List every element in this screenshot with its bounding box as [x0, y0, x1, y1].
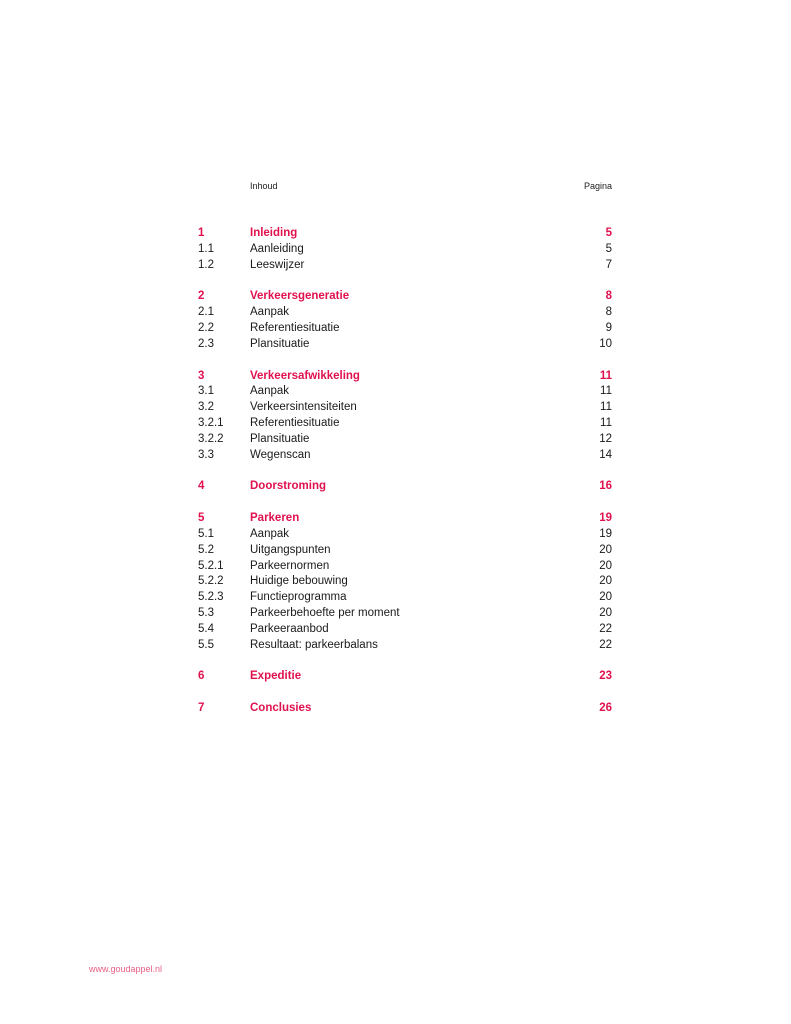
- toc-section-row[interactable]: [0, 304, 791, 320]
- toc-title: Resultaat: parkeerbalans: [250, 638, 378, 651]
- toc-page-number: 22: [599, 622, 612, 635]
- toc-page-number: 5: [605, 227, 612, 239]
- toc-number: 4: [198, 480, 205, 493]
- toc-title: Parkeerbehoefte per moment: [250, 607, 400, 619]
- toc-title: Plansituatie: [250, 432, 310, 445]
- toc-number: 1: [198, 227, 205, 239]
- toc-title: Conclusies: [250, 702, 312, 715]
- toc-title: Verkeersafwikkeling: [250, 369, 360, 382]
- toc-title: Referentiesituatie: [250, 322, 340, 334]
- toc-page-number: 19: [599, 528, 612, 540]
- toc-section-row[interactable]: [0, 542, 791, 558]
- toc-title: Parkeren: [250, 512, 300, 525]
- toc-title: Aanpak: [250, 306, 290, 319]
- toc-page-number: 23: [599, 670, 612, 683]
- toc-page-number: 11: [600, 385, 612, 398]
- toc-number: 3.2: [198, 401, 214, 414]
- toc-title: Leeswijzer: [250, 258, 305, 271]
- toc-page-number: 5: [605, 242, 612, 255]
- toc-number: 3: [198, 369, 205, 382]
- toc-page-number: 12: [599, 432, 612, 445]
- toc-title: Inleiding: [250, 227, 298, 239]
- toc-section-row[interactable]: [0, 336, 791, 352]
- toc-page-header-label: Pagina: [583, 181, 612, 191]
- toc-chapter-row[interactable]: [0, 668, 791, 684]
- toc-number: 3.2.1: [198, 417, 224, 429]
- toc-number: 5.2.3: [198, 591, 224, 604]
- toc-chapter-row[interactable]: [0, 510, 791, 526]
- toc-section-row[interactable]: [0, 573, 791, 589]
- toc-number: 2: [198, 290, 205, 303]
- toc-page-number: 20: [599, 607, 612, 619]
- toc-section-row[interactable]: [0, 383, 791, 399]
- toc-title: Referentiesituatie: [250, 417, 340, 429]
- toc-number: 5.5: [198, 638, 214, 651]
- toc-number: 3.1: [198, 385, 214, 398]
- toc-page-number: 20: [599, 559, 612, 572]
- toc-section-row[interactable]: [0, 320, 791, 336]
- toc-page-number: 19: [599, 512, 612, 525]
- toc-title: Verkeersintensiteiten: [250, 401, 357, 414]
- toc-number: 7: [198, 702, 205, 715]
- toc-chapter-row[interactable]: [0, 225, 791, 241]
- toc-title: Wegenscan: [250, 448, 311, 461]
- toc-section-row[interactable]: [0, 621, 791, 637]
- toc-number: 5.1: [198, 528, 214, 540]
- toc-number: 5.3: [198, 607, 214, 619]
- toc-number: 1.1: [198, 242, 214, 255]
- toc-number: 1.2: [198, 258, 214, 271]
- toc-page-number: 11: [600, 401, 612, 414]
- toc-title: Aanpak: [250, 385, 290, 398]
- toc-section-row[interactable]: [0, 637, 791, 653]
- toc-number: 5.4: [198, 622, 214, 635]
- toc-page-number: 8: [605, 290, 612, 303]
- toc-number: 3.2.2: [198, 432, 224, 445]
- toc-section-row[interactable]: [0, 526, 791, 542]
- toc-title: Functieprogramma: [250, 591, 347, 604]
- toc-page-number: 16: [599, 480, 612, 493]
- toc-title: Plansituatie: [250, 337, 310, 350]
- toc-title: Parkeeraanbod: [250, 622, 329, 635]
- toc-title: Verkeersgeneratie: [250, 290, 350, 303]
- toc-number: 5: [198, 512, 205, 525]
- toc-page-number: 11: [600, 417, 612, 429]
- toc-section-row[interactable]: [0, 447, 791, 463]
- toc-number: 5.2.2: [198, 575, 224, 588]
- toc-number: 5.2: [198, 543, 214, 556]
- toc-chapter-row[interactable]: [0, 700, 791, 716]
- toc-page-number: 20: [599, 575, 612, 588]
- toc-section-row[interactable]: [0, 558, 791, 574]
- toc-title: Aanpak: [250, 528, 290, 540]
- toc-page-number: 26: [599, 702, 612, 715]
- toc-number: 5.2.1: [198, 559, 224, 572]
- toc-section-row[interactable]: [0, 241, 791, 257]
- toc-number: 6: [198, 670, 205, 683]
- toc-number: 3.3: [198, 448, 214, 461]
- toc-title: Aanleiding: [250, 242, 304, 255]
- toc-section-row[interactable]: [0, 257, 791, 273]
- toc-title: Parkeernormen: [250, 559, 330, 572]
- footer-url[interactable]: www.goudappel.nl: [89, 964, 163, 974]
- toc-number: 2.2: [198, 322, 214, 334]
- toc-page-number: 20: [599, 543, 612, 556]
- toc-chapter-row[interactable]: [0, 478, 791, 494]
- toc-page-number: 9: [605, 322, 612, 334]
- toc-page-number: 22: [599, 638, 612, 651]
- toc-page-number: 11: [599, 369, 612, 382]
- toc-section-row[interactable]: [0, 605, 791, 621]
- toc-section-row[interactable]: [0, 431, 791, 447]
- toc-chapter-row[interactable]: [0, 288, 791, 304]
- toc-page-number: 20: [599, 591, 612, 604]
- toc-title: Huidige bebouwing: [250, 575, 348, 588]
- toc-page-number: 14: [599, 448, 612, 461]
- toc-title: Uitgangspunten: [250, 543, 331, 556]
- toc-section-row[interactable]: [0, 589, 791, 605]
- toc-number: 2.3: [198, 337, 214, 350]
- toc-number: 2.1: [198, 306, 214, 319]
- toc-section-row[interactable]: [0, 415, 791, 431]
- toc-title: Doorstroming: [250, 480, 327, 493]
- toc-header-label: Inhoud: [250, 181, 278, 191]
- toc-section-row[interactable]: [0, 399, 791, 415]
- toc-chapter-row[interactable]: [0, 368, 791, 384]
- toc-page-number: 7: [605, 258, 612, 271]
- toc-title: Expeditie: [250, 670, 302, 683]
- toc-page-number: 8: [605, 306, 612, 319]
- toc-page-number: 10: [599, 337, 612, 350]
